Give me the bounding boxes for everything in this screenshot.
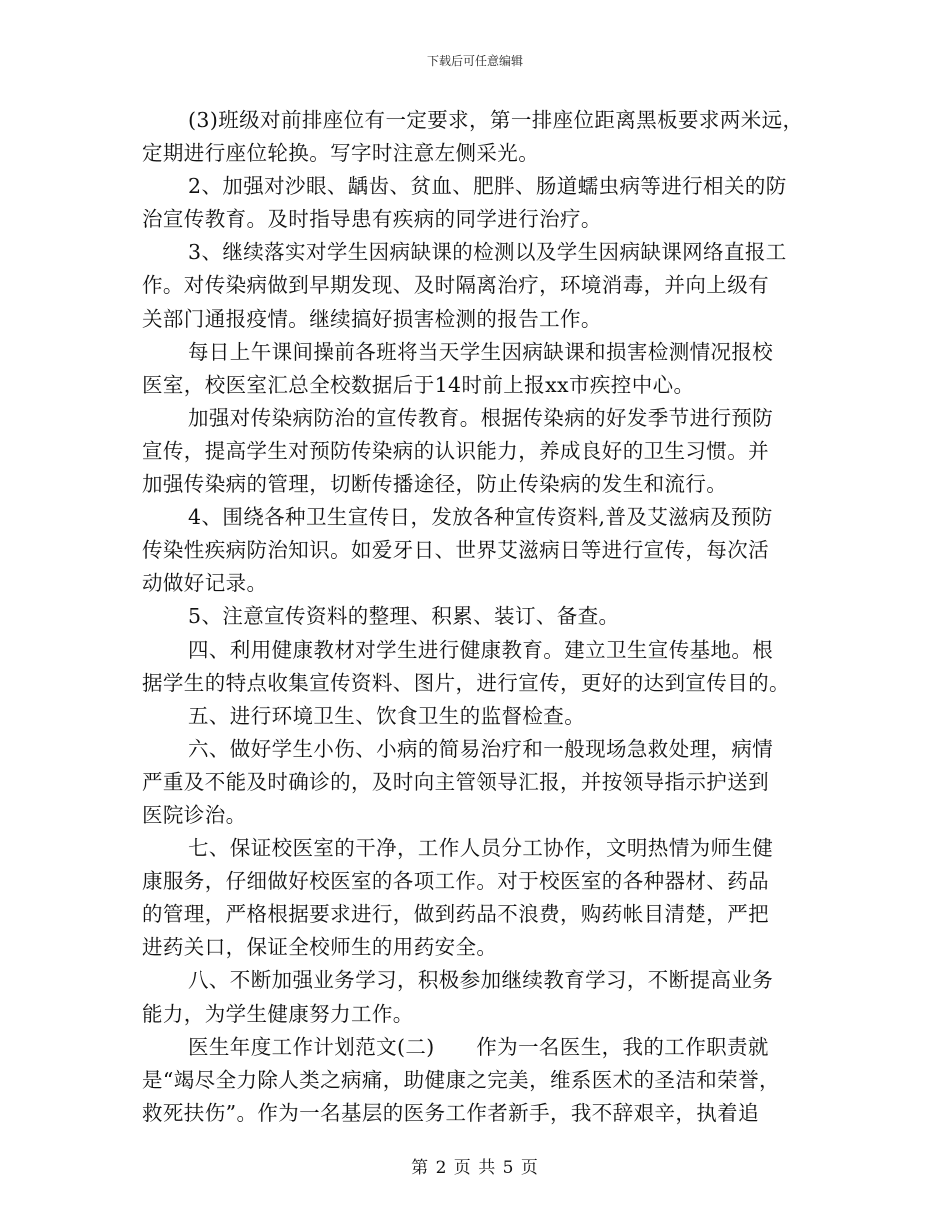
text-line: 加强对传染病防治的宣传教育。根据传染病的好发季节进行预防: [188, 405, 774, 430]
text-line: 据学生的特点收集宣传资料、图片，进行宣传，更好的达到宣传目的。: [142, 670, 790, 695]
text-line: 动做好记录。: [142, 571, 268, 596]
text-line: 3、继续落实对学生因病缺课的检测以及学生因病缺课网络直报工: [188, 240, 787, 265]
text-line: 传染性疾病防治知识。如爱牙日、世界艾滋病日等进行宣传，每次活: [142, 538, 769, 563]
text-line: 进药关口，保证全校师生的用药安全。: [142, 935, 498, 960]
page-header: 下载后可任意编辑: [426, 54, 523, 68]
text-line: 作。对传染病做到早期发现、及时隔离治疗，环境消毒，并向上级有: [142, 273, 769, 298]
text-line: 关部门通报疫情。继续搞好损害检测的报告工作。: [142, 306, 602, 331]
text-line: 医室，校医室汇总全校数据后于14时前上报xx市疾控中心。: [142, 372, 695, 397]
document-body: [142, 104, 822, 1130]
text-line: 四、利用健康教材对学生进行健康教育。建立卫生宣传基地。根: [188, 637, 774, 662]
text-line: 八、不断加强业务学习，积极参加继续教育学习，不断提高业务: [188, 968, 774, 993]
text-line: 能力，为学生健康努力工作。: [142, 1001, 414, 1026]
text-line: 是“竭尽全力除人类之病痛，助健康之完美，维系医术的圣洁和荣誉，: [142, 1067, 780, 1092]
text-line: (3)班级对前排座位有一定要求，第一排座位距离黑板要求两米远，: [188, 108, 804, 132]
text-line: 的管理，严格根据要求进行，做到药品不浪费，购药帐目清楚，严把: [142, 902, 769, 927]
text-line: 加强传染病的管理，切断传播途径，防止传染病的发生和流行。: [142, 472, 728, 497]
text-line: 严重及不能及时确诊的，及时向主管领导汇报，并按领导指示护送到: [142, 769, 769, 794]
text-line: 定期进行座位轮换。写字时注意左侧采光。: [142, 141, 540, 166]
text-line: 七、保证校医室的干净，工作人员分工协作，文明热情为师生健: [188, 836, 774, 861]
text-line: 医生年度工作计划范文(二) 作为一名医生，我的工作职责就: [188, 1034, 769, 1059]
text-line: 2、加强对沙眼、龋齿、贫血、肥胖、肠道蠕虫病等进行相关的防: [188, 174, 787, 199]
text-line: 康服务，仔细做好校医室的各项工作。对于校医室的各种器材、药品: [142, 869, 769, 894]
text-line: 救死扶伤”。作为一名基层的医务工作者新手，我不辞艰辛，执着追: [142, 1100, 759, 1125]
text-line: 五、进行环境卫生、饮食卫生的监督检查。: [188, 703, 586, 728]
text-line: 治宣传教育。及时指导患有疾病的同学进行治疗。: [142, 207, 602, 232]
text-line: 医院诊治。: [142, 802, 247, 827]
text-line: 宣传，提高学生对预防传染病的认识能力，养成良好的卫生习惯。并: [142, 438, 769, 463]
text-line: 4、围绕各种卫生宣传日，发放各种宣传资料,普及艾滋病及预防: [188, 505, 773, 530]
text-line: 每日上午课间操前各班将当天学生因病缺课和损害检测情况报校: [188, 339, 774, 364]
text-line: 5、注意宣传资料的整理、积累、装订、备查。: [188, 604, 620, 629]
page-number-footer: 第 2 页 共 5 页: [411, 1158, 539, 1178]
text-line: 六、做好学生小伤、小病的简易治疗和一般现场急救处理，病情: [188, 736, 774, 761]
